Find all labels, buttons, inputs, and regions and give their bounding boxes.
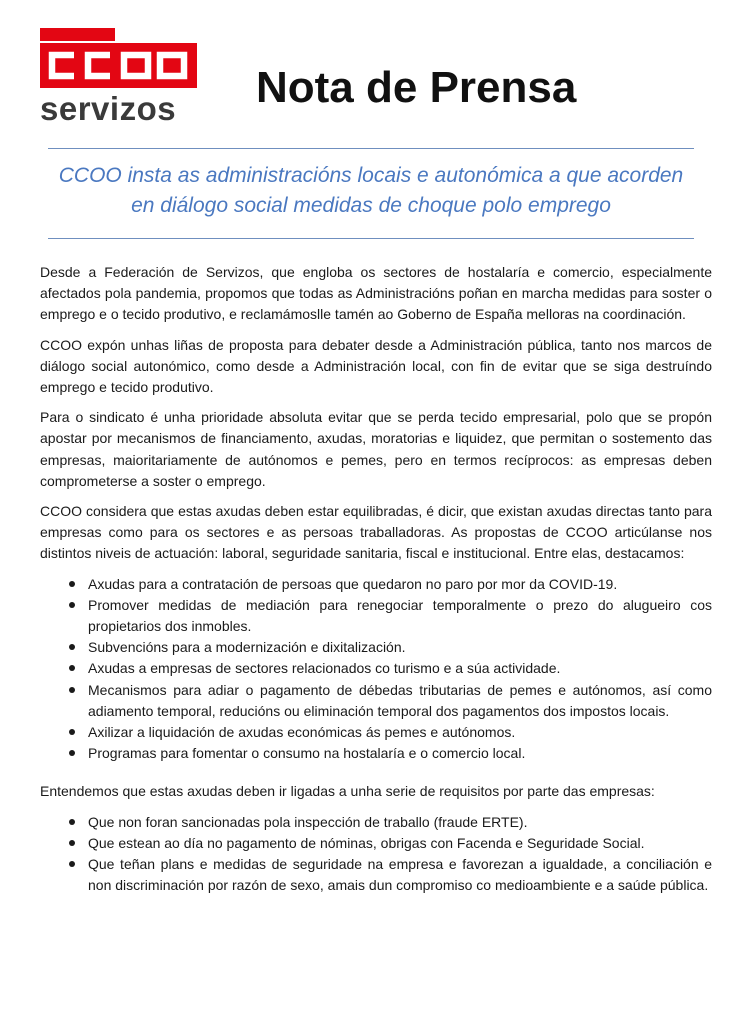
list-item: Mecanismos para adiar o pagamento de débedas tributarias de pemes e autónomos, así como adiamento temporal, reducións ou eliminación temporal dos pagamentos dos impostos locais.	[88, 680, 712, 722]
paragraph: CCOO considera que estas axudas deben estar equilibradas, é dicir, que existan axudas directas tanto para empresas como para os sectores e as persoas traballadoras. As propostas de CCOO articúlanse nos distintos niveis de actuación: laboral, seguridade sanitaria, fiscal e institucional. Entre elas, destacamos:	[40, 503, 712, 562]
bottom-divider	[48, 238, 694, 239]
logo-accent-bar	[40, 28, 115, 41]
top-divider	[48, 148, 694, 149]
logo-subtitle: servizos	[40, 90, 177, 127]
press-release-body	[40, 262, 712, 913]
list-item: Axilizar a liquidación de axudas económicas ás pemes e autónomos.	[88, 722, 712, 743]
list-item: Subvencións para a modernización e dixitalización.	[88, 637, 712, 658]
ccoo-letters-icon	[40, 43, 197, 88]
page-title: Nota de Prensa	[256, 63, 577, 112]
measures-list	[40, 574, 712, 765]
paragraph: Desde a Federación de Servizos, que engloba os sectores de hostalaría e comercio, especialmente afectados pola pandemia, propomos que todas as Administracións poñan en marcha medidas para soster o emprego e o tecido produtivo, e reclamámoslle tamén ao Goberno de España melloras na coordinación.	[40, 264, 712, 323]
logo-red-block	[40, 43, 197, 88]
paragraph: CCOO expón unhas liñas de proposta para debater desde a Administración pública, tanto nos marcos de diálogo social autonómico, como desde a Administración local, con fin de evitar que se siga destruíndo emprego e tecido produtivo.	[40, 336, 712, 396]
list-item: Que estean ao día no pagamento de nóminas, obrigas con Facenda e Seguridade Social.	[88, 833, 712, 854]
ccoo-servizos-logo	[40, 28, 200, 128]
list-item: Axudas a empresas de sectores relacionados co turismo e a súa actividade.	[88, 658, 712, 679]
paragraph: Para o sindicato é unha prioridade absoluta evitar que se perda tecido empresarial, polo que se propón apostar por mecanismos de financiamento, axudas, moratorias e liquidez, que permitan o sostemento das empresas, maioritariamente de autónomos e pemes, pero en termos recíprocos: as empresas deben comprometerse a soster o emprego.	[40, 409, 712, 489]
list-item: Promover medidas de mediación para renegociar temporalmente o prezo do alugueiro cos propietarios dos inmobles.	[88, 595, 712, 637]
list-item: Programas para fomentar o consumo na hostalaría e o comercio local.	[88, 743, 712, 764]
list-item: Que teñan plans e medidas de seguridade na empresa e favorezan a igualdade, a conciliación e non discriminación por razón de sexo, amais dun compromiso co medioambiente e a saúde pública.	[88, 854, 712, 896]
headline: CCOO insta as administracións locais e autonómica a que acorden en diálogo social medidas de choque polo emprego	[58, 164, 684, 217]
requirements-list	[40, 812, 712, 897]
list-item: Axudas para a contratación de persoas que quedaron no paro por mor da COVID-19.	[88, 574, 712, 595]
list-item: Que non foran sancionadas pola inspección de traballo (fraude ERTE).	[88, 812, 712, 833]
requirements-intro: Entendemos que estas axudas deben ir ligadas a unha serie de requisitos por parte das empresas:	[40, 783, 655, 800]
